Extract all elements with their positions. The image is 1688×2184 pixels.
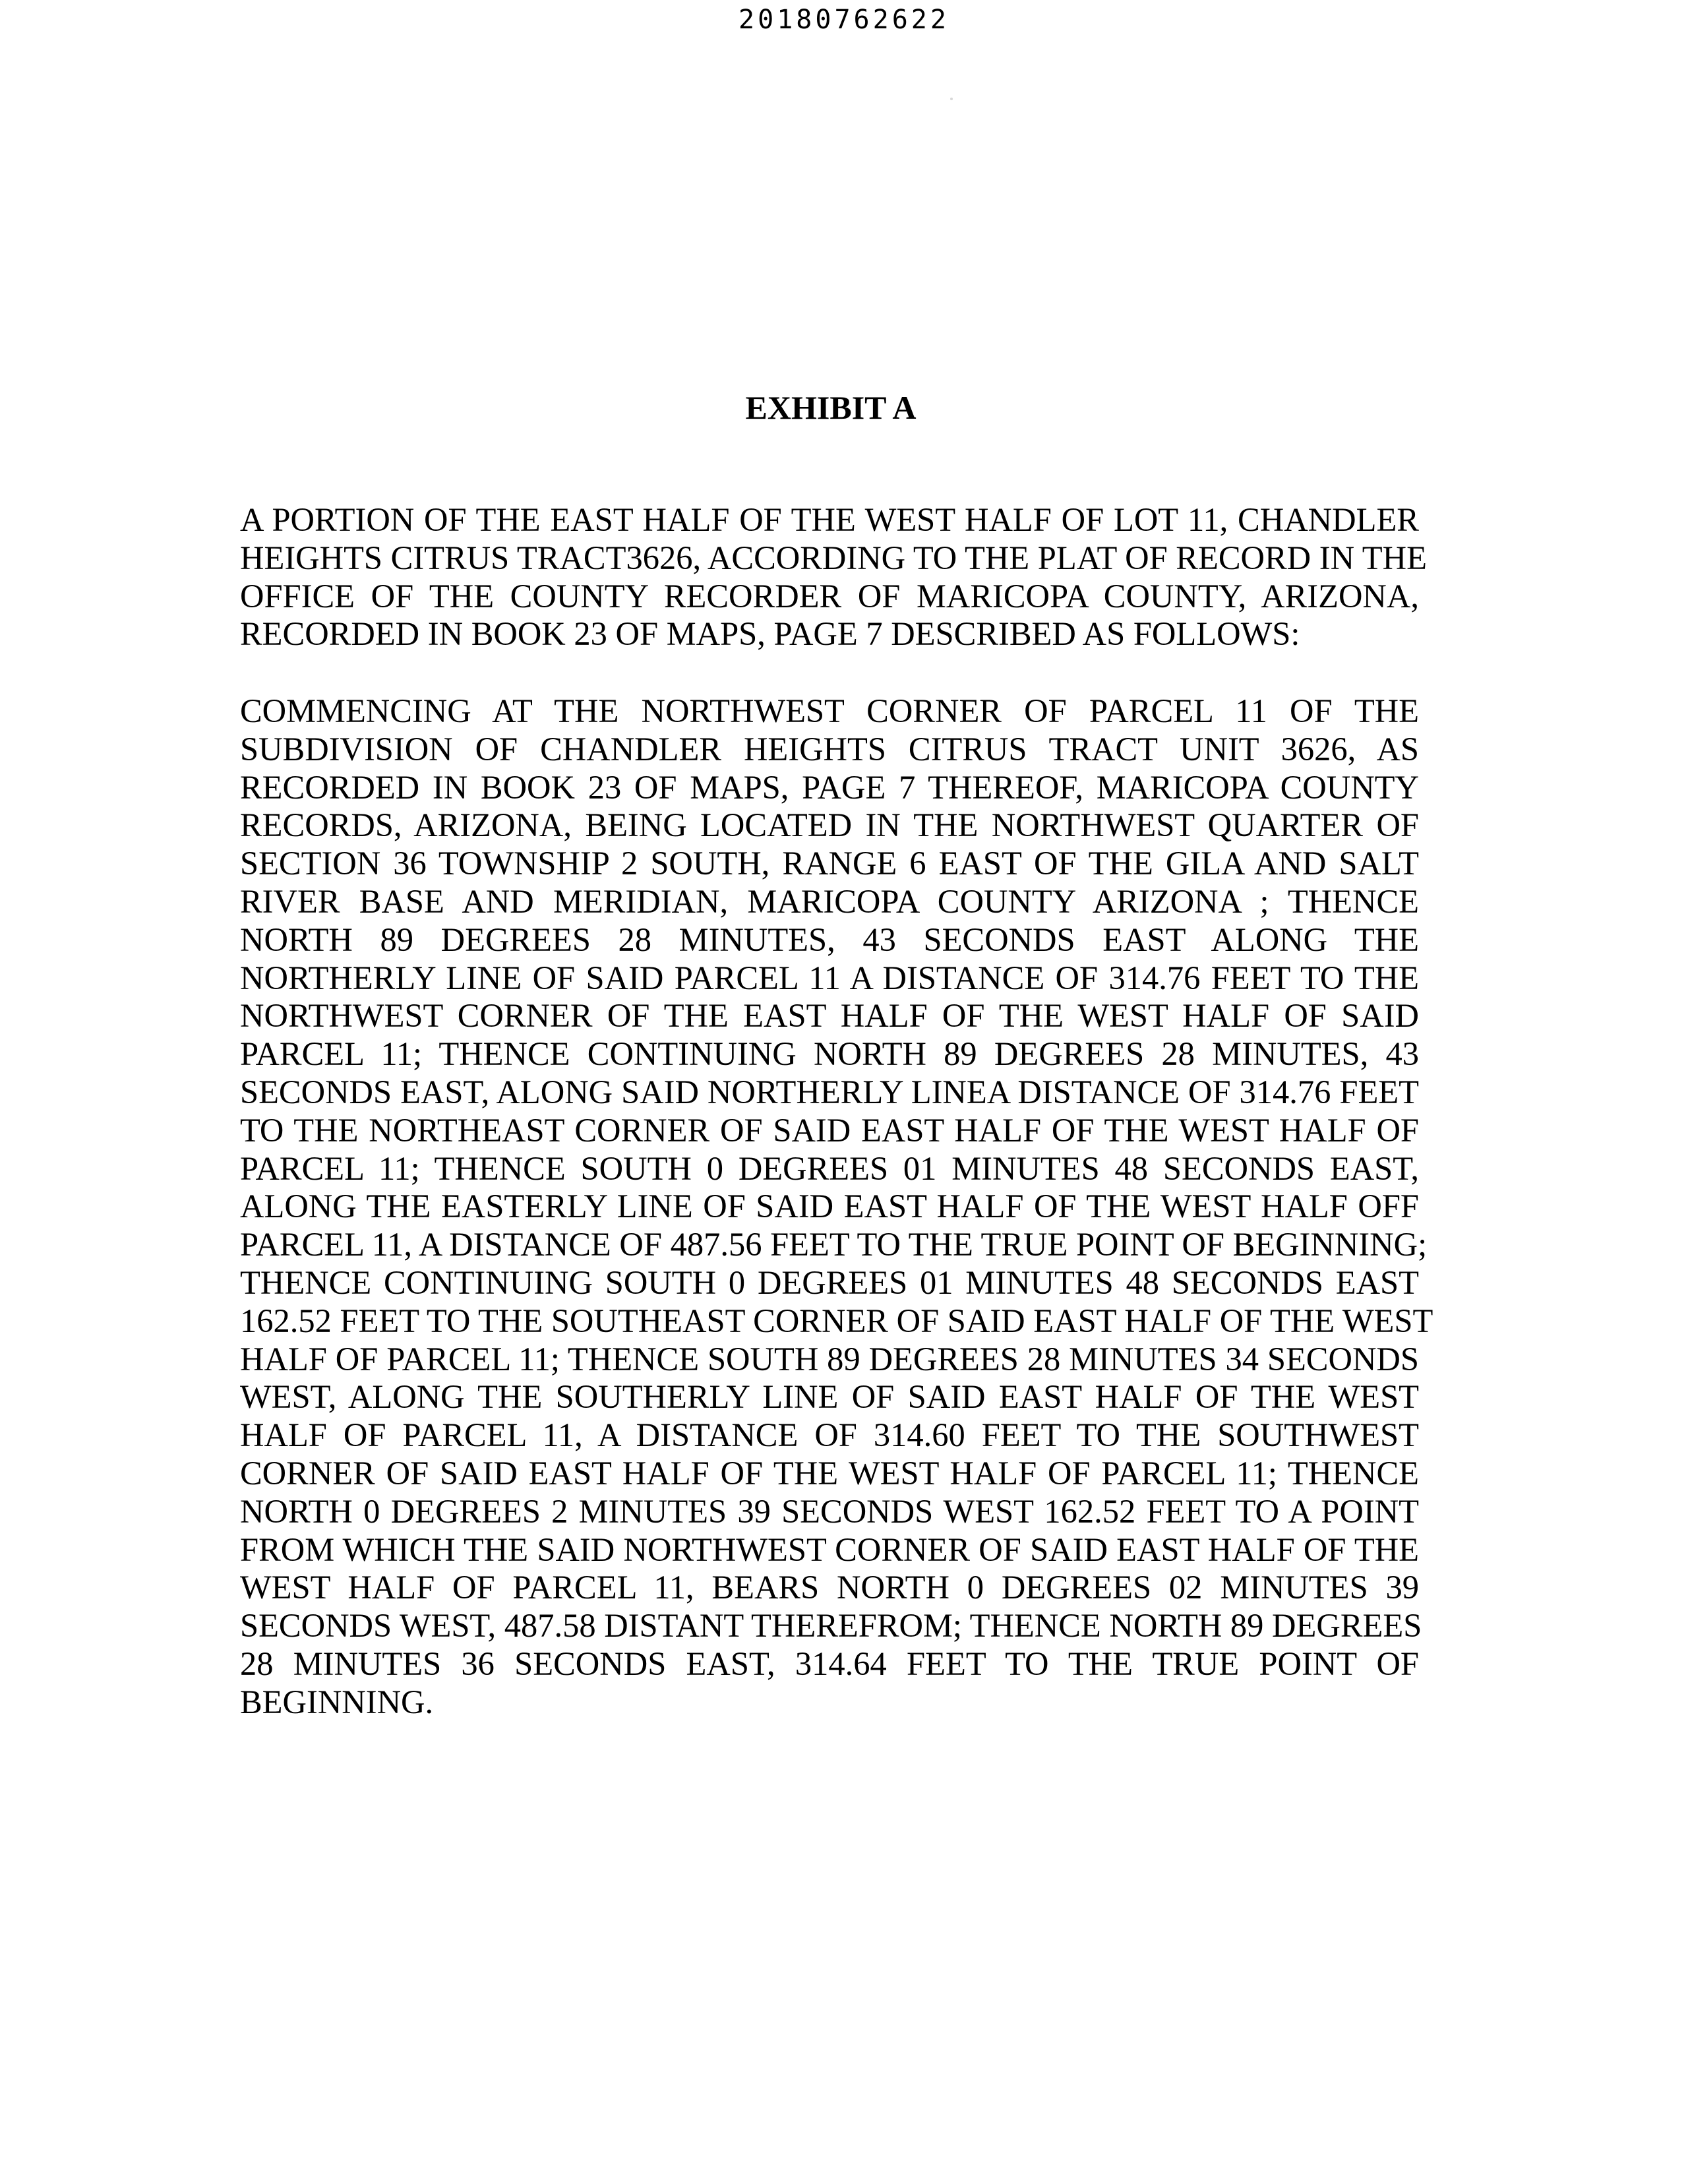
text-line: HEIGHTS CITRUS TRACT3626, ACCORDING TO THE PLAT OF RECORD IN THE	[240, 539, 1427, 576]
text-line: BEGINNING.	[240, 1683, 434, 1720]
text-line: SECONDS EAST, ALONG SAID NORTHERLY LINEA DISTANCE OF 314.76 FEET	[240, 1073, 1419, 1110]
text-line: NORTHWEST CORNER OF THE EAST HALF OF THE WEST HALF OF SAID	[240, 997, 1419, 1035]
text-line: WEST, ALONG THE SOUTHERLY LINE OF SAID EAST HALF OF THE WEST	[240, 1378, 1419, 1416]
text-line: PARCEL 11; THENCE CONTINUING NORTH 89 DEGREES 28 MINUTES, 43	[240, 1035, 1419, 1073]
text-line: A PORTION OF THE EAST HALF OF THE WEST HALF OF LOT 11, CHANDLER	[240, 501, 1419, 538]
text-line: RECORDED IN BOOK 23 OF MAPS, PAGE 7 THEREOF, MARICOPA COUNTY	[240, 768, 1419, 806]
text-line: NORTHERLY LINE OF SAID PARCEL 11 A DISTANCE OF 314.76 FEET TO THE	[240, 959, 1419, 996]
scan-speck	[950, 98, 953, 100]
text-line: 162.52 FEET TO THE SOUTHEAST CORNER OF SAID EAST HALF OF THE WEST	[240, 1302, 1433, 1339]
text-line: ALONG THE EASTERLY LINE OF SAID EAST HALF OF THE WEST HALF OFF	[240, 1188, 1419, 1225]
text-line: SUBDIVISION OF CHANDLER HEIGHTS CITRUS TRACT UNIT 3626, AS	[240, 730, 1419, 768]
text-line: SECTION 36 TOWNSHIP 2 SOUTH, RANGE 6 EAST OF THE GILA AND SALT	[240, 845, 1419, 882]
text-line: WEST HALF OF PARCEL 11, BEARS NORTH 0 DEGREES 02 MINUTES 39	[240, 1569, 1419, 1606]
text-line: RECORDS, ARIZONA, BEING LOCATED IN THE NORTHWEST QUARTER OF	[240, 806, 1419, 844]
text-line: OFFICE OF THE COUNTY RECORDER OF MARICOPA COUNTY, ARIZONA,	[240, 577, 1419, 615]
text-line: NORTH 89 DEGREES 28 MINUTES, 43 SECONDS EAST ALONG THE	[240, 921, 1419, 958]
text-line: HALF OF PARCEL 11, A DISTANCE OF 314.60 FEET TO THE SOUTHWEST	[240, 1416, 1419, 1454]
exhibit-title: EXHIBIT A	[745, 389, 917, 426]
document-number: 20180762622	[738, 5, 950, 35]
text-line: NORTH 0 DEGREES 2 MINUTES 39 SECONDS WEST 162.52 FEET TO A POINT	[240, 1492, 1419, 1530]
text-line: 28 MINUTES 36 SECONDS EAST, 314.64 FEET TO THE TRUE POINT OF	[240, 1645, 1419, 1682]
text-line: TO THE NORTHEAST CORNER OF SAID EAST HALF OF THE WEST HALF OF	[240, 1111, 1419, 1149]
legal-description-metes-and-bounds	[240, 692, 1433, 1722]
text-line: FROM WHICH THE SAID NORTHWEST CORNER OF SAID EAST HALF OF THE	[240, 1531, 1419, 1568]
text-line: PARCEL 11, A DISTANCE OF 487.56 FEET TO THE TRUE POINT OF BEGINNING;	[240, 1226, 1428, 1263]
legal-description-intro	[240, 501, 1427, 653]
text-line: HALF OF PARCEL 11; THENCE SOUTH 89 DEGREES 28 MINUTES 34 SECONDS	[240, 1340, 1419, 1378]
text-line: PARCEL 11; THENCE SOUTH 0 DEGREES 01 MINUTES 48 SECONDS EAST,	[240, 1149, 1419, 1187]
text-line: THENCE CONTINUING SOUTH 0 DEGREES 01 MINUTES 48 SECONDS EAST	[240, 1263, 1419, 1301]
text-line: SECONDS WEST, 487.58 DISTANT THEREFROM; THENCE NORTH 89 DEGREES	[240, 1607, 1422, 1645]
text-line: RIVER BASE AND MERIDIAN, MARICOPA COUNTY ARIZONA ; THENCE	[240, 882, 1419, 920]
text-line: COMMENCING AT THE NORTHWEST CORNER OF PARCEL 11 OF THE	[240, 692, 1419, 729]
text-line: RECORDED IN BOOK 23 OF MAPS, PAGE 7 DESCRIBED AS FOLLOWS:	[240, 615, 1300, 653]
text-line: CORNER OF SAID EAST HALF OF THE WEST HALF OF PARCEL 11; THENCE	[240, 1454, 1419, 1492]
